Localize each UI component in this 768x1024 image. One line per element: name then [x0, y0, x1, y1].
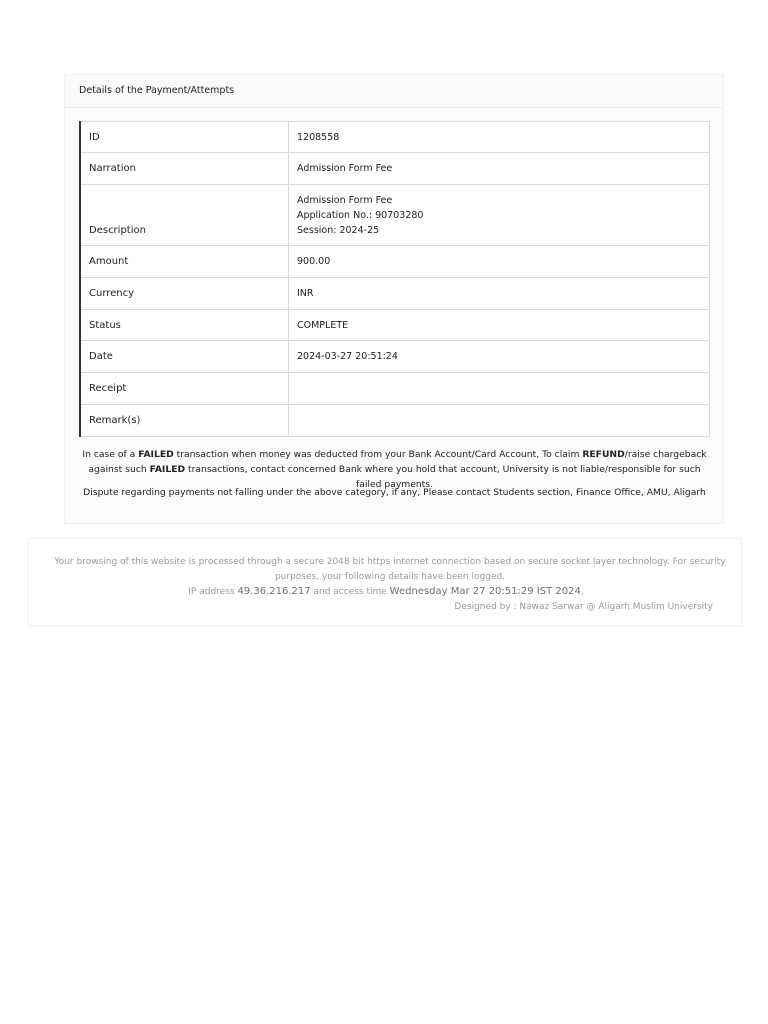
access-prefix: and access time: [310, 587, 390, 597]
security-statement: Your browsing of this website is processed through a secure 2048 bit https internet connection based on secure socket layer technology. For security purposes, your following details have been logged.: [54, 557, 726, 582]
receipt-label: Receipt: [80, 373, 289, 405]
table-row-narration: [80, 153, 710, 185]
table-row-amount: [80, 246, 710, 278]
designed-by-credit: Designed by : Nawaz Sarwar @ Aligarh Muslim University: [454, 602, 713, 612]
access-log-line: [29, 585, 743, 599]
table-row-currency: [80, 278, 710, 310]
notice-text: In case of a: [82, 449, 139, 460]
ip-prefix: IP address: [188, 587, 238, 597]
table-row-receipt: [80, 373, 710, 405]
access-time: Wednesday Mar 27 20:51:29 IST 2024: [389, 586, 581, 597]
description-line: Admission Form Fee: [297, 194, 393, 206]
notice-refund-keyword: REFUND: [582, 449, 625, 460]
table-row-id: [80, 122, 710, 153]
notice-text: transaction when money was deducted from your Bank Account/Card Account, To claim: [173, 449, 583, 460]
id-value: 1208558: [289, 122, 710, 153]
status-label: Status: [80, 310, 289, 341]
remarks-label: Remark(s): [80, 405, 289, 437]
currency-label: Currency: [80, 278, 289, 310]
narration-value: Admission Form Fee: [289, 153, 710, 185]
security-footer: [28, 538, 742, 626]
payment-details-card: [64, 74, 724, 524]
description-label: Description: [80, 185, 289, 246]
date-value: 2024-03-27 20:51:24: [289, 341, 710, 373]
currency-value: INR: [289, 278, 710, 310]
amount-value: 900.00: [289, 246, 710, 278]
notice-failed-keyword: FAILED: [149, 464, 186, 475]
notice-failed-keyword: FAILED: [138, 449, 174, 460]
dispute-notice: Dispute regarding payments not falling under the above category, if any, Please contact Students section, Finance Office, AMU, Aligarh: [83, 487, 706, 498]
table-row-remarks: [80, 405, 710, 437]
description-line: Session: 2024-25: [297, 224, 380, 236]
id-label: ID: [80, 122, 289, 153]
table-row-date: [80, 341, 710, 373]
description-value: [289, 185, 710, 246]
receipt-value: [289, 373, 710, 405]
description-line: Application No.: 90703280: [297, 209, 424, 221]
amount-label: Amount: [80, 246, 289, 278]
card-title: Details of the Payment/Attempts: [65, 75, 723, 108]
date-label: Date: [80, 341, 289, 373]
remarks-value: [289, 405, 710, 437]
ip-address: 49.36.216.217: [237, 586, 311, 597]
table-row-description: [80, 185, 710, 246]
table-row-status: [80, 310, 710, 341]
notice-text: transactions, contact concerned Bank where you hold that account, University is not liable/responsible for such failed payments.: [185, 464, 701, 490]
narration-label: Narration: [80, 153, 289, 185]
failed-transaction-notice: [79, 447, 710, 492]
payment-details-table: [79, 121, 710, 437]
access-suffix: .: [580, 587, 584, 597]
status-value: COMPLETE: [289, 310, 710, 341]
notice-text: /raise chargeback against such: [88, 449, 707, 475]
